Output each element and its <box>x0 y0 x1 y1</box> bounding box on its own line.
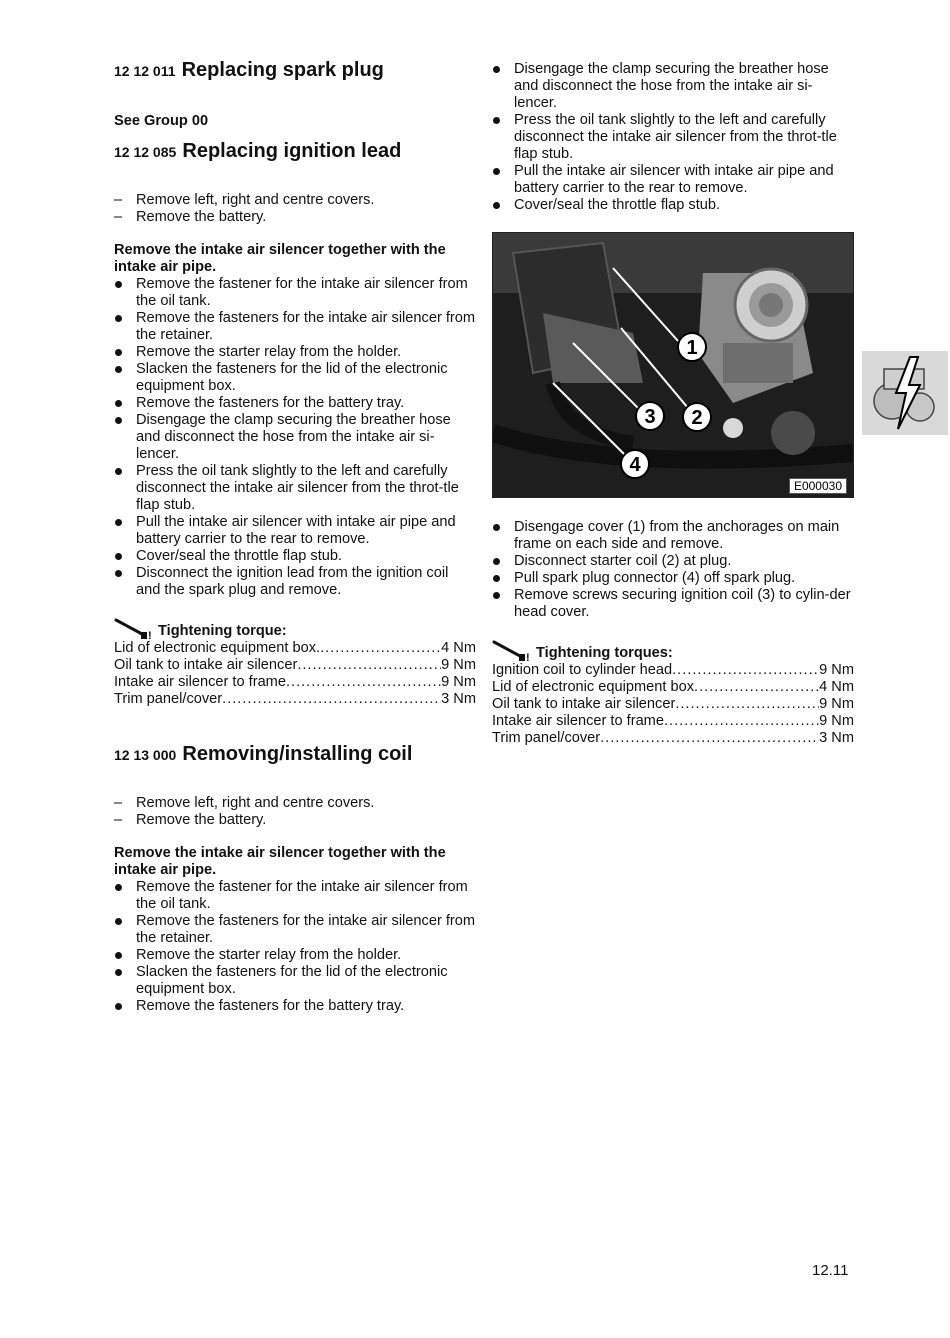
bullet-list-item: Slacken the fasteners for the lid of the electronic equipment box. <box>114 964 476 998</box>
bullet-list <box>114 276 476 599</box>
torque-table <box>492 662 854 747</box>
svg-text:1: 1 <box>686 337 698 359</box>
dot-leader <box>222 691 441 708</box>
bullet-list-item: Remove the fasteners for the intake air silencer from the retainer. <box>114 913 476 947</box>
torque-value: 9 Nm <box>819 696 854 712</box>
callout-1 <box>678 333 706 361</box>
see-group-note: See Group 00 <box>114 113 209 129</box>
torque-row <box>114 674 476 691</box>
bullet-list-item: Press the oil tank slightly to the left and carefully disconnect the intake air silencer from the throt-tle flap stub. <box>492 112 854 163</box>
torque-table <box>114 640 476 708</box>
bullet-list-item: Remove the fastener for the intake air silencer from the oil tank. <box>114 276 476 310</box>
torque-value: 4 Nm <box>441 640 476 656</box>
bullet-list-item: Remove the fasteners for the intake air silencer from the retainer. <box>114 310 476 344</box>
section-heading-replacing-spark-plug: 12 12 011 Replacing spark plug <box>114 59 384 81</box>
dot-leader <box>320 640 441 657</box>
bullet-list <box>114 879 476 1015</box>
section-heading-replacing-ignition-lead: 12 12 085 Replacing ignition lead <box>114 140 402 162</box>
torque-row <box>492 730 854 747</box>
electrical-lightning-icon <box>862 351 948 435</box>
dash-list-item: – Remove left, right and centre covers. <box>114 795 476 812</box>
callout-3 <box>636 402 664 430</box>
torque-row <box>492 696 854 713</box>
dot-leader <box>664 713 819 730</box>
subheading-remove-intake: Remove the intake air silencer together with the intake air pipe. <box>114 242 446 275</box>
torque-label: Lid of electronic equipment box <box>492 679 695 695</box>
bullet-list-item: Cover/seal the throttle flap stub. <box>492 197 854 214</box>
torque-label: Lid of electronic equipment box. <box>114 640 321 656</box>
bullet-list-item: Cover/seal the throttle flap stub. <box>114 548 476 565</box>
torque-value: 9 Nm <box>819 662 854 678</box>
torque-value: 3 Nm <box>819 730 854 746</box>
bullet-list-item: Remove screws securing ignition coil (3) to cylin-der head cover. <box>492 587 854 621</box>
bullet-list-item: Disengage the clamp securing the breather hose and disconnect the hose from the intake air si-lencer. <box>492 61 854 112</box>
torque-label: Trim panel/cover <box>492 730 601 746</box>
torque-heading: ! Tightening torques: <box>492 640 854 662</box>
dot-leader <box>672 662 819 679</box>
bullet-list-item: Press the oil tank slightly to the left and carefully disconnect the intake air silencer from the throt-tle flap stub. <box>114 463 476 514</box>
callout-4 <box>621 450 649 478</box>
torque-heading: ! Tightening torque: <box>114 618 476 640</box>
bullet-list-item: Remove the fastener for the intake air silencer from the oil tank. <box>114 879 476 913</box>
engine-photo <box>492 232 854 498</box>
svg-text:!: ! <box>148 630 152 640</box>
dot-leader <box>286 674 441 691</box>
dot-leader <box>694 679 819 696</box>
bullet-list-item: Remove the starter relay from the holder. <box>114 947 476 964</box>
torque-wrench-icon <box>114 618 152 640</box>
torque-value: 3 Nm <box>441 691 476 707</box>
svg-text:2: 2 <box>691 407 703 429</box>
bullet-list-item: Remove the fasteners for the battery tray. <box>114 395 476 412</box>
bullet-list-item: Disengage cover (1) from the anchorages on main frame on each side and remove. <box>492 519 854 553</box>
dot-leader <box>297 657 441 674</box>
bullet-list <box>492 61 854 214</box>
dash-list-item: – Remove left, right and centre covers. <box>114 192 476 209</box>
torque-value: 9 Nm <box>441 657 476 673</box>
bullet-list-item: Slacken the fasteners for the lid of the electronic equipment box. <box>114 361 476 395</box>
right-column <box>492 61 854 747</box>
bullet-list-item: Pull spark plug connector (4) off spark plug. <box>492 570 854 587</box>
left-column <box>114 56 476 1015</box>
section-heading-removing-installing-coil: 12 13 000 Removing/installing coil <box>114 743 413 765</box>
bullet-list-item: Disconnect the ignition lead from the ignition coil and the spark plug and remove. <box>114 565 476 599</box>
torque-label: Oil tank to intake air silencer <box>492 696 676 712</box>
bullet-list-item: Remove the starter relay from the holder. <box>114 344 476 361</box>
torque-label: Ignition coil to cylinder head <box>492 662 673 678</box>
section-tab <box>862 351 948 435</box>
torque-label: Intake air silencer to frame <box>492 713 664 729</box>
torque-value: 4 Nm <box>819 679 854 695</box>
bullet-list <box>492 519 854 621</box>
page-number: 12.11 <box>812 1262 849 1279</box>
torque-row <box>492 662 854 679</box>
torque-value: 9 Nm <box>441 674 476 690</box>
callout-2 <box>683 403 711 431</box>
svg-text:!: ! <box>526 652 530 662</box>
torque-label: Intake air silencer to frame <box>114 674 286 690</box>
bullet-list-item: Disconnect starter coil (2) at plug. <box>492 553 854 570</box>
bullet-list-item: Pull the intake air silencer with intake air pipe and battery carrier to the rear to remove. <box>114 514 476 548</box>
dot-leader <box>675 696 819 713</box>
throttle-body-illustration <box>493 233 853 497</box>
dot-leader <box>600 730 819 747</box>
torque-row <box>114 657 476 674</box>
torque-wrench-icon <box>492 640 530 662</box>
svg-text:4: 4 <box>629 454 641 476</box>
svg-text:3: 3 <box>644 406 656 428</box>
dash-list-item: – Remove the battery. <box>114 812 476 829</box>
figure-reference: E000030 <box>789 478 847 494</box>
subheading-remove-intake: Remove the intake air silencer together with the intake air pipe. <box>114 845 446 878</box>
torque-value: 9 Nm <box>819 713 854 729</box>
torque-row <box>114 640 476 657</box>
torque-label: Trim panel/cover <box>114 691 223 707</box>
bullet-list-item: Remove the fasteners for the battery tray. <box>114 998 476 1015</box>
torque-label: Oil tank to intake air silencer <box>114 657 298 673</box>
torque-row <box>114 691 476 708</box>
dash-list-item: – Remove the battery. <box>114 209 476 226</box>
bullet-list-item: Pull the intake air silencer with intake air pipe and battery carrier to the rear to remove. <box>492 163 854 197</box>
torque-row <box>492 713 854 730</box>
bullet-list-item: Disengage the clamp securing the breather hose and disconnect the hose from the intake air si-lencer. <box>114 412 476 463</box>
dash-list <box>114 795 476 829</box>
torque-row <box>492 679 854 696</box>
dash-list <box>114 192 476 226</box>
